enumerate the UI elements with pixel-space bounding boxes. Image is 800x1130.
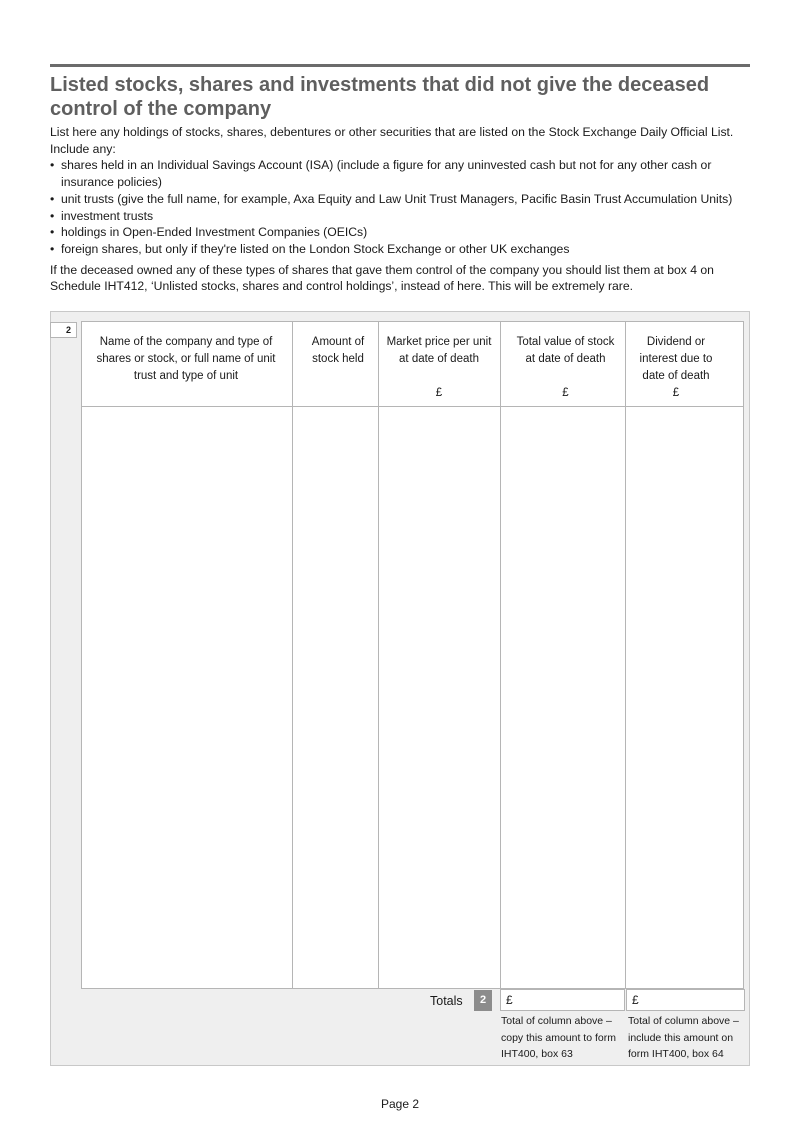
total-dividend-note: Total of column above – include this amount on form IHT400, box 64: [628, 1015, 739, 1060]
currency-symbol: £: [435, 387, 443, 399]
column-header-label: Market price per unit at date of death: [386, 336, 492, 365]
currency-symbol: £: [562, 387, 569, 399]
list-item: • foreign shares, but only if they're listed on the London Stock Exchange or other UK exchanges: [50, 241, 755, 258]
column-header-market-price: [382, 334, 496, 402]
section-top-rule: [50, 64, 750, 67]
section-title: Listed stocks, shares and investments that did not give the deceased control of the company: [50, 74, 710, 120]
column-header-amount: [304, 334, 372, 368]
list-item: • holdings in Open-Ended Investment Companies (OEICs): [50, 224, 755, 241]
column-divider: [292, 322, 293, 988]
include-list: [50, 157, 755, 257]
intro-text: List here any holdings of stocks, shares, debentures or other securities that are listed on the Stock Exchange Daily Official List. Include any:: [50, 125, 734, 156]
column-divider: [378, 322, 379, 988]
holdings-table[interactable]: [81, 321, 744, 989]
column-divider: [500, 322, 501, 988]
total-value-field[interactable]: [500, 989, 625, 1011]
column-header-total-value: [512, 334, 619, 402]
header-divider: [82, 406, 743, 407]
currency-symbol: £: [632, 993, 639, 1007]
totals-box-number: 2: [474, 990, 492, 1011]
column-header-company: [86, 334, 286, 385]
control-holdings-note: If the deceased owned any of these types of shares that gave them control of the company you should list them at box 4 on Schedule IHT412, ‘Unlisted stocks, shares and control holdings’, instead of here. This will be extremely rare.: [50, 262, 714, 294]
column-header-dividend: [630, 334, 722, 402]
total-dividend-field[interactable]: [626, 989, 745, 1011]
column-header-label: Dividend or interest due to date of death: [639, 336, 713, 382]
totals-label: Totals: [430, 994, 463, 1008]
column-divider: [625, 322, 626, 988]
column-header-label: Amount of stock held: [311, 336, 365, 365]
column-header-label: Name of the company and type of shares or stock, or full name of unit trust and type of unit: [96, 336, 276, 382]
currency-symbol: £: [672, 387, 680, 399]
section-intro: [50, 124, 755, 295]
list-item: • unit trusts (give the full name, for example, Axa Equity and Law Unit Trust Managers, Pacific Basin Trust Accumulation Units): [50, 191, 755, 208]
total-value-note: Total of column above – copy this amount to form IHT400, box 63: [501, 1015, 616, 1060]
page-number: Page 2: [380, 1097, 420, 1111]
list-item: • investment trusts: [50, 208, 755, 225]
column-header-label: Total value of stock at date of death: [516, 336, 615, 365]
currency-symbol: £: [506, 993, 513, 1007]
box-number: 2: [50, 322, 77, 338]
list-item: • shares held in an Individual Savings Account (ISA) (include a figure for any uninvested cash but not for any other cash or insurance policies): [50, 157, 755, 190]
